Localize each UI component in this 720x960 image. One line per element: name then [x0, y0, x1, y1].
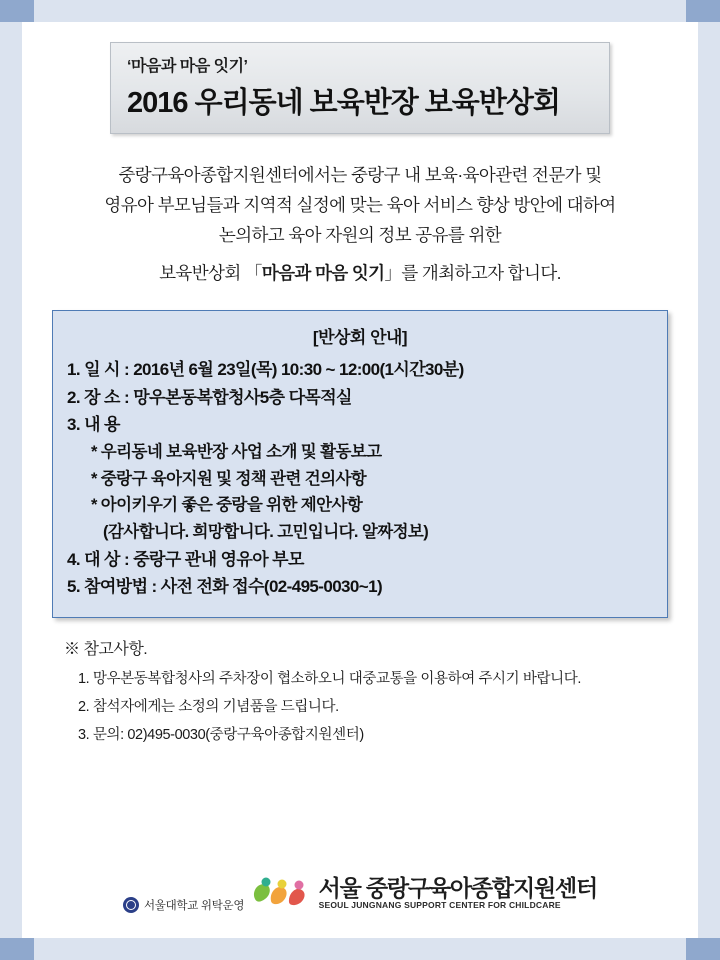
note-item-2: 2. 참석자에게는 소정의 기념품을 드립니다. [78, 699, 339, 716]
notes-section [64, 636, 674, 750]
organization-logo [249, 873, 597, 913]
info-bullet-3: * 아이키우기 좋은 중랑을 위한 제안사항 [91, 496, 363, 515]
intro-paragraph [46, 160, 674, 288]
info-item-contents [67, 411, 653, 439]
organization-name-en: SEOUL JUNGNANG SUPPORT CENTER FOR CHILDCARE [318, 899, 561, 910]
frame-bar-left [0, 22, 22, 938]
organization-name: 서울 중랑구육아종합지원센터 [318, 875, 598, 902]
note-item-1: 1. 망우본동복합청사의 주차장이 협소하오니 대중교통을 이용하여 주시기 바랍니다. [78, 670, 581, 687]
info-item-target [67, 546, 653, 574]
notes-title: ※ 참고사항. [64, 640, 148, 658]
info-item-place-value: 망우본동복합청사5층 다목적실 [133, 387, 352, 407]
page-title: 2016 우리동네 보육반장 보육반상회 [127, 87, 560, 119]
info-item-place [67, 384, 653, 412]
info-item-target-value: 중랑구 관내 영유아 부모 [133, 549, 304, 569]
info-item-registration-value: 사전 전화 접수(02-495-0030~1) [160, 577, 382, 597]
intro-line-3: 논의하고 육아 자원의 정보 공유를 위한 [218, 225, 502, 246]
title-block [110, 42, 610, 134]
info-item-contents-label: 3. 내 용 [67, 415, 120, 435]
info-item-target-label: 4. 대 상 : [67, 549, 134, 569]
intro-line-4-prefix: 보육반상회 「 [159, 263, 262, 284]
poster-content [34, 22, 686, 938]
frame-bar-right [698, 22, 720, 938]
intro-line-4-emphasis: 마음과 마음 잇기 [261, 263, 385, 284]
intro-line-1: 중랑구육아종합지원센터에서는 중랑구 내 보육·육아관련 전문가 및 [118, 165, 602, 185]
footer-univ-line [123, 897, 244, 913]
info-item-datetime-value: 2016년 6월 23일(목) 10:30 ~ 12:00(1시간30분) [133, 360, 464, 380]
frame-edge-right [686, 22, 698, 938]
footer-univ-text: 서울대학교 위탁운영 [143, 900, 245, 912]
info-bullet-1: * 우리동네 보육반장 사업 소개 및 활동보고 [91, 442, 382, 461]
info-item-place-label: 2. 장 소 : [67, 387, 134, 407]
footer-logo-area [0, 873, 720, 918]
intro-line-4 [46, 258, 674, 288]
info-box-title: [반상회 안내] [312, 328, 408, 348]
info-box [52, 310, 668, 618]
title-subtitle: ‘마음과 마음 잇기’ [127, 58, 248, 75]
info-item-registration [67, 573, 653, 601]
frame-edge-left [22, 22, 34, 938]
intro-line-2: 영유아 부모님들과 지역적 실정에 맞는 육아 서비스 향상 방안에 대하여 [104, 195, 616, 216]
info-item-datetime [67, 356, 653, 384]
info-bullet-note: (감사합니다. 희망합니다. 고민입니다. 알짜정보) [103, 523, 429, 542]
intro-line-4-suffix: 」를 개최하고자 합니다. [384, 263, 561, 284]
frame-bar-bottom-inner [34, 938, 686, 960]
university-seal-icon [123, 897, 139, 913]
info-item-registration-label: 5. 참여방법 : [67, 577, 161, 597]
info-bullet-2: * 중랑구 육아지원 및 정책 관련 건의사항 [91, 469, 367, 488]
organization-logo-text [319, 876, 597, 909]
info-item-datetime-label: 1. 일 시 : [67, 360, 134, 380]
frame-bar-top-inner [34, 0, 686, 22]
note-item-3: 3. 문의: 02)495-0030(중랑구육아종합지원센터) [78, 727, 364, 744]
center-logo-icon [249, 873, 311, 913]
